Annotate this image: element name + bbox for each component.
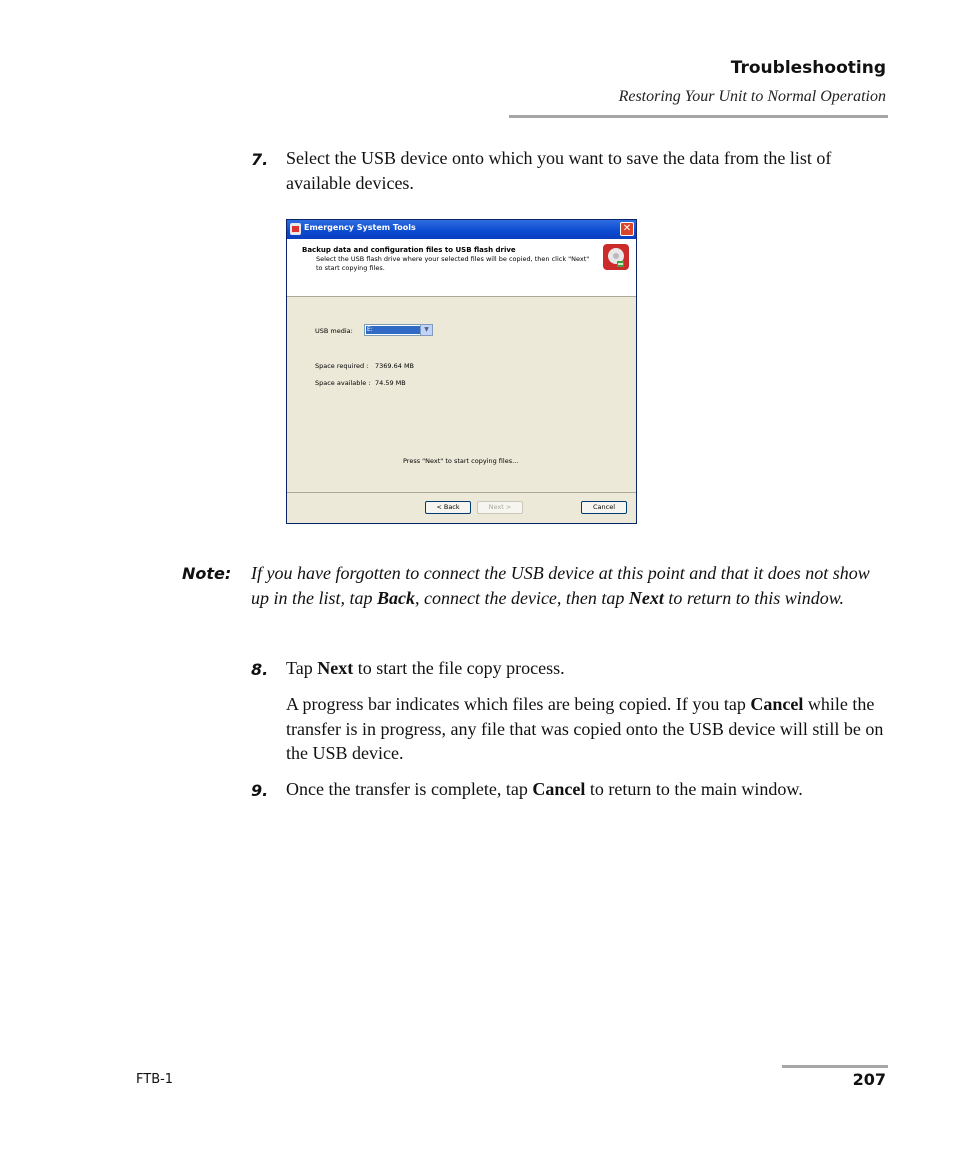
dialog-title-bar xyxy=(287,220,636,239)
note-part1: If you have forgotten to connect the USB device at this point and that it does not show up in the list, tap xyxy=(251,563,870,608)
close-icon[interactable]: ✕ xyxy=(620,222,634,236)
dialog-heading: Backup data and configuration files to USB flash drive xyxy=(302,246,516,254)
cancel-button[interactable]: Cancel xyxy=(581,501,627,514)
space-available-value: 74.59 MB xyxy=(375,379,406,387)
note-back: Back xyxy=(377,587,415,608)
step-8-paragraph xyxy=(286,692,886,766)
step-8-para-pre: A progress bar indicates which files are being copied. If you tap xyxy=(286,694,751,714)
dialog-header-panel xyxy=(287,239,636,297)
header-rule xyxy=(509,115,888,118)
step-8-next: Next xyxy=(317,658,354,678)
dialog-separator xyxy=(287,492,636,493)
step-9-post: to return to the main window. xyxy=(585,779,803,799)
step-8-para-post: while the transfer is in progress, any file that was copied onto the USB device will still be on the USB device. xyxy=(286,694,884,763)
step-8-cancel: Cancel xyxy=(750,694,804,714)
usb-media-select[interactable] xyxy=(364,324,433,336)
usb-media-label: USB media: xyxy=(315,327,353,335)
space-required-label: Space required : xyxy=(315,362,369,370)
chevron-down-icon[interactable]: ▼ xyxy=(420,325,432,335)
page-number: 207 xyxy=(852,1070,886,1089)
note-label: Note: xyxy=(182,564,232,583)
note-part2: , connect the device, then tap xyxy=(415,587,629,608)
step-number-7: 7. xyxy=(251,150,269,169)
step-8-pre: Tap xyxy=(286,658,318,678)
footer-rule xyxy=(782,1065,888,1068)
step-7-text: Select the USB device onto which you want to save the data from the list of available devices. xyxy=(286,148,832,193)
note-next: Next xyxy=(628,587,664,608)
section-subtitle: Restoring Your Unit to Normal Operation xyxy=(618,88,886,105)
step-number-9: 9. xyxy=(251,781,269,800)
next-button[interactable]: Next > xyxy=(477,501,523,514)
space-available-label: Space available : xyxy=(315,379,371,387)
back-button[interactable]: < Back xyxy=(425,501,471,514)
emergency-tools-dialog xyxy=(286,219,637,524)
dialog-title: Emergency System Tools xyxy=(304,223,416,232)
note-part3: to return to this window. xyxy=(663,587,844,608)
usb-media-value: E: xyxy=(366,326,421,334)
dialog-instruction: Press "Next" to start copying files... xyxy=(403,457,519,465)
step-number-8: 8. xyxy=(251,660,269,679)
step-9-cancel: Cancel xyxy=(532,779,586,799)
step-9-pre: Once the transfer is complete, tap xyxy=(286,779,533,799)
footer-doc-id: FTB-1 xyxy=(136,1072,174,1087)
usb-backup-icon xyxy=(602,243,630,271)
note-text xyxy=(251,561,891,610)
app-icon xyxy=(290,223,301,235)
space-required-value: 7369.64 MB xyxy=(375,362,415,370)
dialog-description: Select the USB flash drive where your selected files will be copied, then click "Next" to start copying files. xyxy=(316,255,590,272)
step-8-text xyxy=(286,656,886,681)
step-9-text xyxy=(286,777,846,802)
step-8-post: to start the file copy process. xyxy=(353,658,565,678)
section-title: Troubleshooting xyxy=(730,58,886,78)
